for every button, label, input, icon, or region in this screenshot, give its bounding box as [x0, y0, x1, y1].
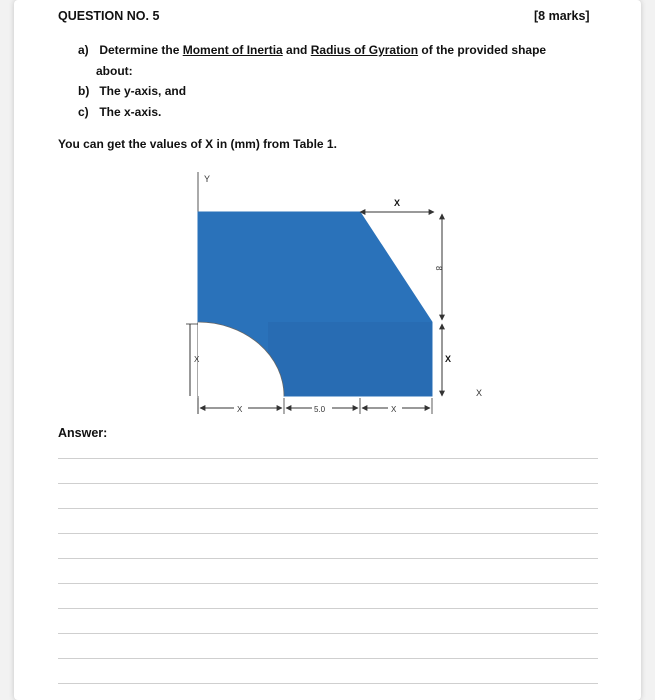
table-note: You can get the values of X in (mm) from Table 1. — [58, 137, 337, 151]
answer-line[interactable] — [58, 633, 598, 634]
lower-rectangle-shade — [268, 322, 432, 396]
item-a-continuation: about: — [96, 64, 133, 78]
question-title: QUESTION NO. 5 — [58, 9, 160, 23]
worksheet-page — [14, 0, 641, 700]
dim-right-lower-label: X — [445, 354, 452, 364]
dim-top-label: X — [394, 198, 401, 208]
answer-line[interactable] — [58, 583, 598, 584]
dim-left-label: X — [194, 355, 200, 364]
answer-line[interactable] — [58, 683, 598, 684]
item-a-mid: and — [282, 43, 311, 57]
answer-line[interactable] — [58, 608, 598, 609]
x-axis-label: X — [476, 388, 483, 398]
answer-line[interactable] — [58, 483, 598, 484]
shape-figure — [164, 168, 504, 420]
item-c-label: c) — [78, 105, 89, 119]
answer-line[interactable] — [58, 508, 598, 509]
item-a-label: a) — [78, 43, 89, 57]
item-b-label: b) — [78, 84, 90, 98]
answer-line[interactable] — [58, 558, 598, 559]
dim-bottom-mid-label: 5.0 — [314, 405, 326, 414]
item-a — [78, 43, 546, 57]
y-axis-label: Y — [204, 174, 211, 184]
answer-line[interactable] — [58, 658, 598, 659]
dim-bottom-left-label: X — [237, 405, 243, 414]
item-c — [78, 105, 161, 119]
item-a-pre: Determine the — [99, 43, 183, 57]
item-a-post: of the provided shape — [418, 43, 547, 57]
answer-line[interactable] — [58, 533, 598, 534]
moment-of-inertia-term: Moment of Inertia — [182, 43, 283, 57]
radius-of-gyration-term: Radius of Gyration — [310, 43, 419, 57]
item-c-text: The x-axis. — [99, 105, 162, 119]
item-b — [78, 84, 186, 98]
dim-right-upper-label: 8 — [434, 266, 443, 271]
dim-bottom-right-label: X — [391, 405, 397, 414]
answer-line[interactable] — [58, 458, 598, 459]
item-b-text: The y-axis, and — [99, 84, 187, 98]
marks-label: [8 marks] — [534, 9, 590, 23]
answer-label: Answer: — [58, 426, 108, 440]
